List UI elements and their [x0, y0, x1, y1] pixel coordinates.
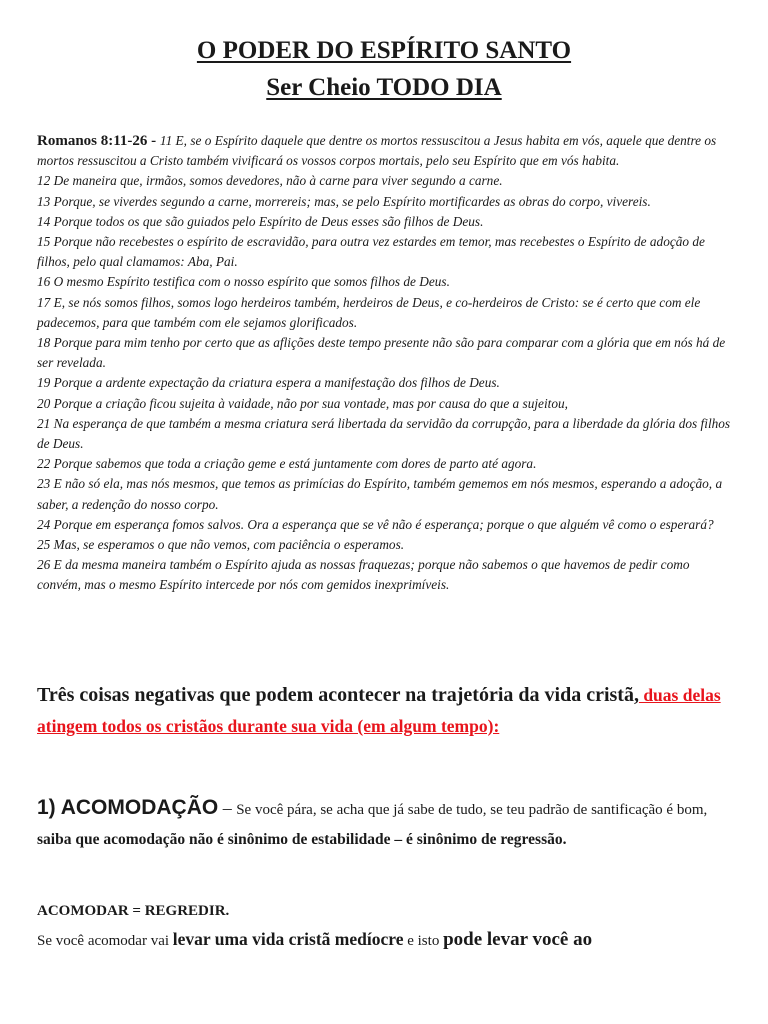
- verse-17: 17 E, se nós somos filhos, somos logo herdeiros também, herdeiros de Deus, e co-herdeiros de Cristo: se é certo que com ele padecemos, para que também com ele sejamos glorificados.: [37, 294, 701, 330]
- scripture-passage: [37, 131, 731, 596]
- section-heading-red: duas delas atingem todos os cristãos durante sua vida (em algum tempo):: [37, 685, 721, 736]
- point-1-dash: –: [218, 798, 237, 818]
- verse-20: 20 Porque a criação ficou sujeita à vaidade, não por sua vontade, mas por causa do que a sujeitou,: [37, 395, 568, 411]
- last-line-part2: e isto: [403, 933, 444, 949]
- equation-line: ACOMODAR = REGREDIR.: [37, 903, 230, 919]
- verse-11: 11 E, se o Espírito daquele que dentre os mortos ressuscitou a Jesus habita em vós, aquele que dentre os mortos ressuscitou a Cristo também vivificará os vossos corpos mortais, pelo seu Espírito que em vós habita.: [37, 133, 717, 169]
- verse-26: 26 E da mesma maneira também o Espírito ajuda as nossas fraquezas; porque não sabemos o que havemos de pedir como convém, mas o mesmo Espírito intercede por nós com gemidos inexprimíveis.: [37, 557, 690, 593]
- verse-23: 23 E não só ela, mas nós mesmos, que temos as primícias do Espírito, também gememos em nós mesmos, esperando a adoção, a saber, a redenção do nosso corpo.: [37, 476, 723, 512]
- verse-19: 19 Porque a ardente expectação da criatura espera a manifestação dos filhos de Deus.: [37, 375, 500, 391]
- point-1-bold-text: saiba que acomodação não é sinônimo de estabilidade – é sinônimo de regressão.: [37, 831, 567, 848]
- verse-14: 14 Porque todos os que são guiados pelo Espírito de Deus esses são filhos de Deus.: [37, 213, 484, 229]
- point-1-text: Se você pára, se acha que já sabe de tudo, se teu padrão de santificação é bom,: [236, 802, 708, 818]
- verse-16: 16 O mesmo Espírito testifica com o nosso espírito que somos filhos de Deus.: [37, 274, 450, 290]
- verse-24: 24 Porque em esperança fomos salvos. Ora a esperança que se vê não é esperança; porque o que alguém vê como o esperará?: [37, 516, 714, 532]
- verse-22: 22 Porque sabemos que toda a criação geme e está juntamente com dores de parto até agora.: [37, 456, 537, 472]
- verse-21: 21 Na esperança de que também a mesma criatura será libertada da servidão da corrupção, para a liberdade da glória dos filhos de Deus.: [37, 415, 731, 452]
- point-1-title: 1) ACOMODAÇÃO: [37, 796, 219, 819]
- scripture-reference: Romanos 8:11-26 -: [37, 133, 160, 149]
- section-heading-bold: Três coisas negativas que podem acontecer na trajetória da vida cristã,: [37, 684, 639, 706]
- document-title: O PODER DO ESPÍRITO SANTO: [196, 37, 572, 64]
- last-line: [37, 925, 737, 955]
- point-1-paragraph: [37, 793, 731, 855]
- verse-15: 15 Porque não recebestes o espírito de escravidão, para outra vez estardes em temor, mas recebestes o Espírito de adoção de filhos, pelo qual clamamos: Aba, Pai.: [37, 234, 705, 270]
- verse-12: 12 De maneira que, irmãos, somos devedores, não à carne para viver segundo a carne.: [37, 173, 503, 189]
- document-subtitle: Ser Cheio TODO DIA: [266, 74, 502, 101]
- last-line-bold1: levar uma vida cristã medíocre: [172, 929, 404, 949]
- verse-18: 18 Porque para mim tenho por certo que as aflições deste tempo presente não são para comparar com a glória que em nós há de ser revelada.: [37, 335, 726, 371]
- verse-25: 25 Mas, se esperamos o que não vemos, com paciência o esperamos.: [37, 537, 405, 553]
- last-line-part1: Se você acomodar vai: [37, 933, 173, 949]
- section-heading: [37, 680, 731, 742]
- verse-13: 13 Porque, se viverdes segundo a carne, morrereis; mas, se pelo Espírito mortificardes as obras do corpo, vivereis.: [37, 193, 651, 209]
- last-line-bold2: pode levar você ao: [443, 929, 593, 950]
